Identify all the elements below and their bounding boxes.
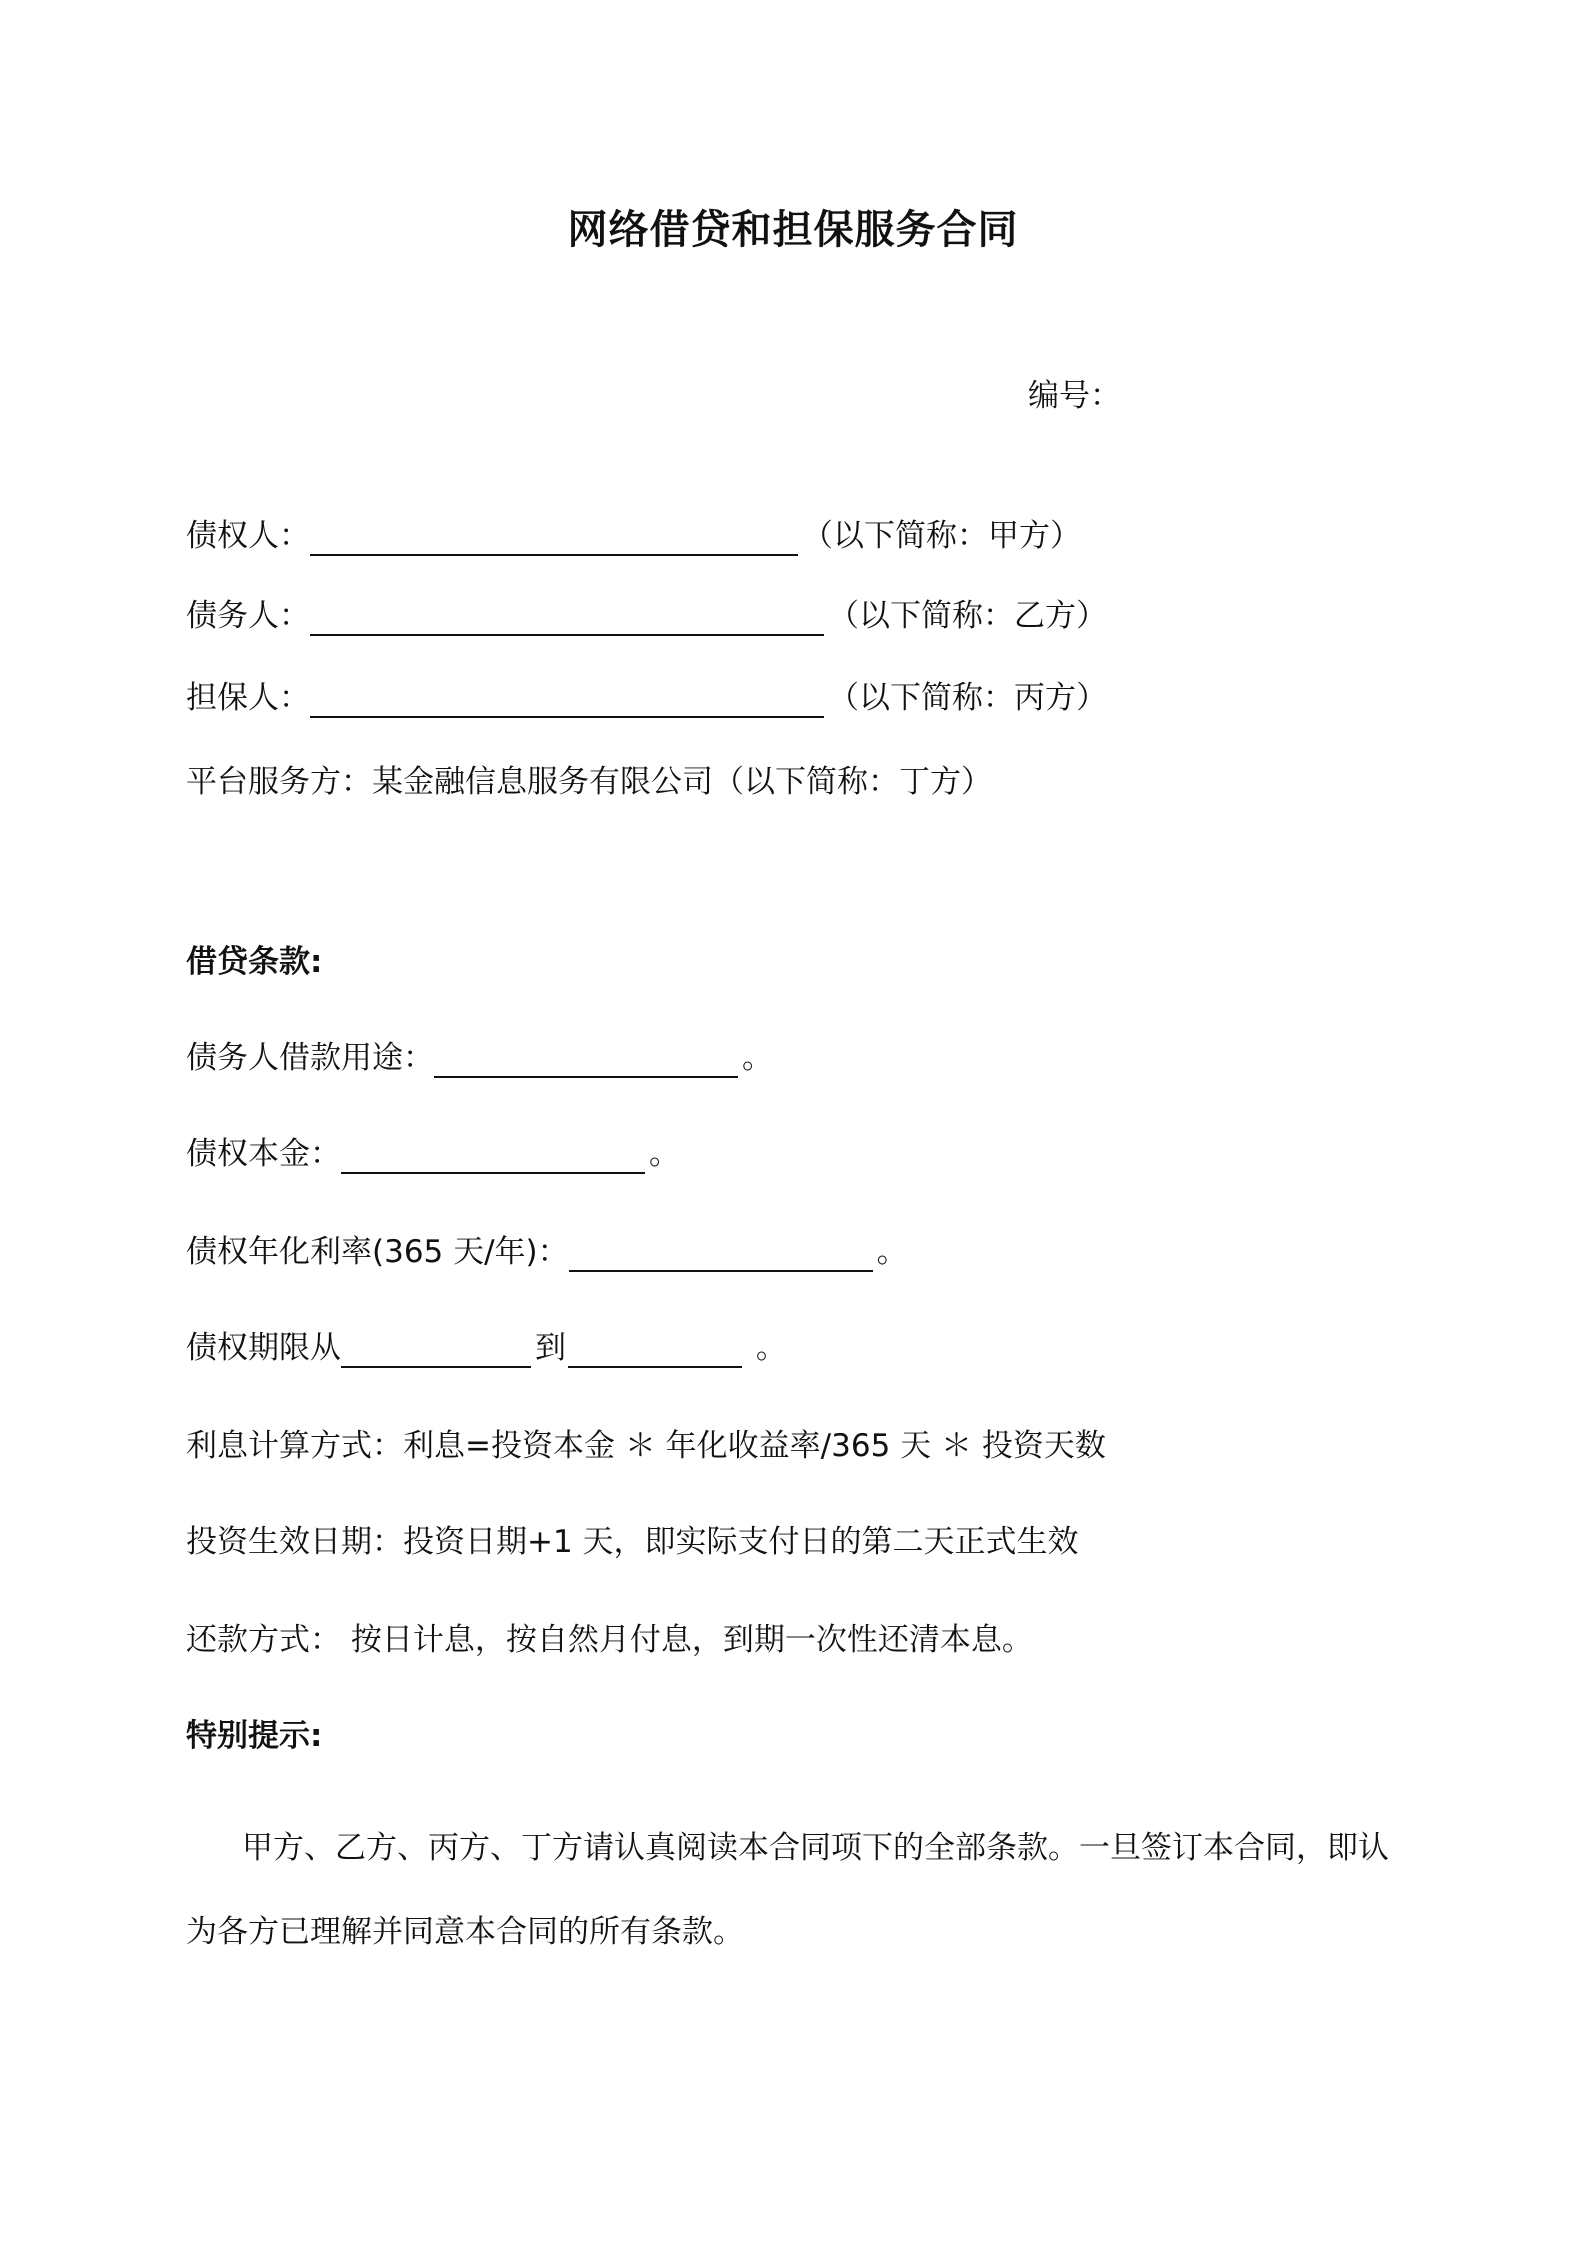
loan-terms-heading: 借贷条款:: [186, 944, 323, 980]
purpose-row: [186, 1038, 773, 1078]
platform-row: 平台服务方：某金融信息服务有限公司（以下简称：丁方）: [186, 764, 992, 800]
creditor-label: 债权人：: [186, 518, 310, 554]
guarantor-suffix: （以下简称：丙方）: [828, 680, 1107, 716]
purpose-end: 。: [742, 1040, 773, 1076]
document-title: 网络借贷和担保服务合同: [567, 207, 1019, 253]
creditor-suffix: （以下简称：甲方）: [802, 518, 1081, 554]
purpose-label: 债务人借款用途：: [186, 1040, 434, 1076]
term-label: 债权期限从: [186, 1330, 341, 1366]
debtor-label: 债务人：: [186, 598, 310, 634]
term-end: 。: [755, 1330, 787, 1366]
rate-label: 债权年化利率(365 天/年)：: [186, 1234, 569, 1270]
notice-heading: 特别提示:: [186, 1718, 323, 1754]
term-row: [186, 1328, 787, 1368]
principal-end: 。: [649, 1136, 680, 1172]
term-mid: 到: [535, 1330, 566, 1366]
interest-calc-row: 利息计算方式：利息=投资本金 ＊ 年化收益率/365 天 ＊ 投资天数: [186, 1428, 1106, 1464]
notice-body: 甲方、乙方、丙方、丁方请认真阅读本合同项下的全部条款。一旦签订本合同，即认为各方已理解并同意本合同的所有条款。: [186, 1830, 1389, 1950]
guarantor-blank[interactable]: [310, 680, 824, 718]
principal-row: [186, 1134, 680, 1174]
guarantor-row: [186, 678, 1107, 718]
rate-row: [186, 1232, 908, 1272]
rate-end: 。: [876, 1234, 908, 1270]
debtor-suffix: （以下简称：乙方）: [828, 598, 1107, 634]
effective-date-row: 投资生效日期：投资日期+1 天，即实际支付日的第二天正式生效: [186, 1524, 1079, 1560]
repayment-row: 还款方式： 按日计息，按自然月付息，到期一次性还清本息。: [186, 1622, 1033, 1658]
term-start-blank[interactable]: [341, 1330, 531, 1368]
term-end-blank[interactable]: [568, 1330, 742, 1368]
principal-label: 债权本金：: [186, 1136, 341, 1172]
creditor-row: [186, 516, 1081, 556]
purpose-blank[interactable]: [434, 1040, 738, 1078]
principal-blank[interactable]: [341, 1136, 645, 1174]
contract-number-label: 编号：: [1028, 378, 1121, 414]
guarantor-label: 担保人：: [186, 680, 310, 716]
debtor-blank[interactable]: [310, 598, 824, 636]
debtor-row: [186, 596, 1107, 636]
rate-blank[interactable]: [569, 1234, 873, 1272]
creditor-blank[interactable]: [310, 518, 798, 556]
